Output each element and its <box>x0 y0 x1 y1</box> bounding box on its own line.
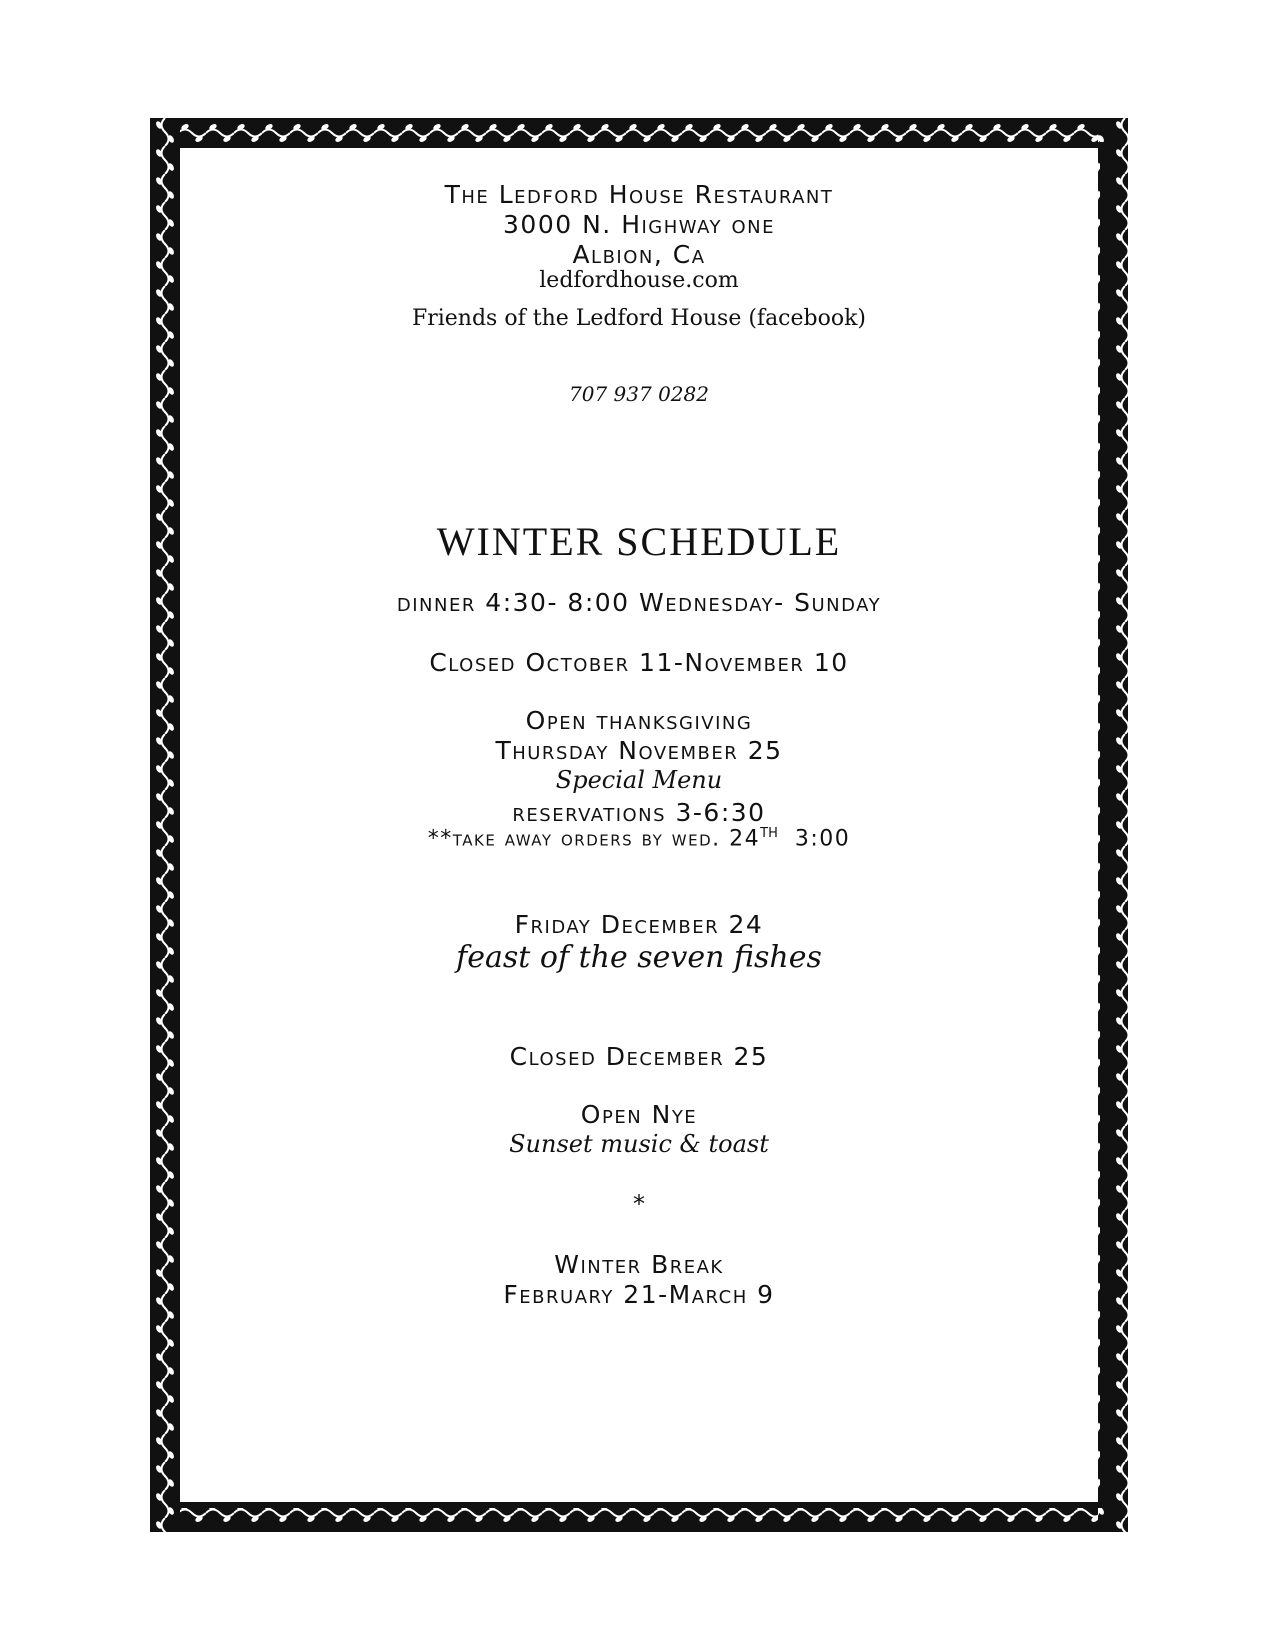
schedule-content <box>180 148 1098 1502</box>
winter-break-dates: February 21-March 9 <box>503 1280 775 1309</box>
restaurant-address: 3000 N. Highway one <box>503 210 775 239</box>
takeaway-orders <box>180 826 1098 851</box>
schedule-title: WINTER SCHEDULE <box>436 519 842 564</box>
dinner-hours: dinner 4:30- 8:00 Wednesday- Sunday <box>396 588 882 617</box>
restaurant-city: Albion, Ca <box>572 240 706 269</box>
phone-number: 707 937 0282 <box>569 382 709 406</box>
takeaway-superscript: TH <box>760 826 778 841</box>
takeaway-text: **take away orders by wed. 24 <box>427 826 761 852</box>
nye-event: Sunset music & toast <box>509 1130 769 1158</box>
thanksgiving-date: Thursday November 25 <box>495 736 783 765</box>
thanksgiving-heading: Open thanksgiving <box>525 706 753 735</box>
separator-asterisk: * <box>633 1190 645 1218</box>
winter-break-heading: Winter Break <box>554 1250 724 1279</box>
restaurant-website: ledfordhouse.com <box>539 268 739 293</box>
takeaway-time: 3:00 <box>777 826 851 852</box>
restaurant-name: The Ledford House Restaurant <box>444 180 834 209</box>
christmas-eve-date: Friday December 24 <box>514 910 764 939</box>
christmas-closed: Closed December 25 <box>509 1042 769 1071</box>
christmas-eve-event: feast of the seven fishes <box>456 940 822 975</box>
nye-heading: Open Nye <box>580 1100 698 1129</box>
thanksgiving-reservations: reservations 3-6:30 <box>512 798 766 827</box>
facebook-page: Friends of the Ledford House (facebook) <box>411 306 867 331</box>
special-menu: Special Menu <box>555 766 723 794</box>
decorative-border-frame <box>150 118 1128 1532</box>
closed-period: Closed October 11-November 10 <box>429 648 849 677</box>
